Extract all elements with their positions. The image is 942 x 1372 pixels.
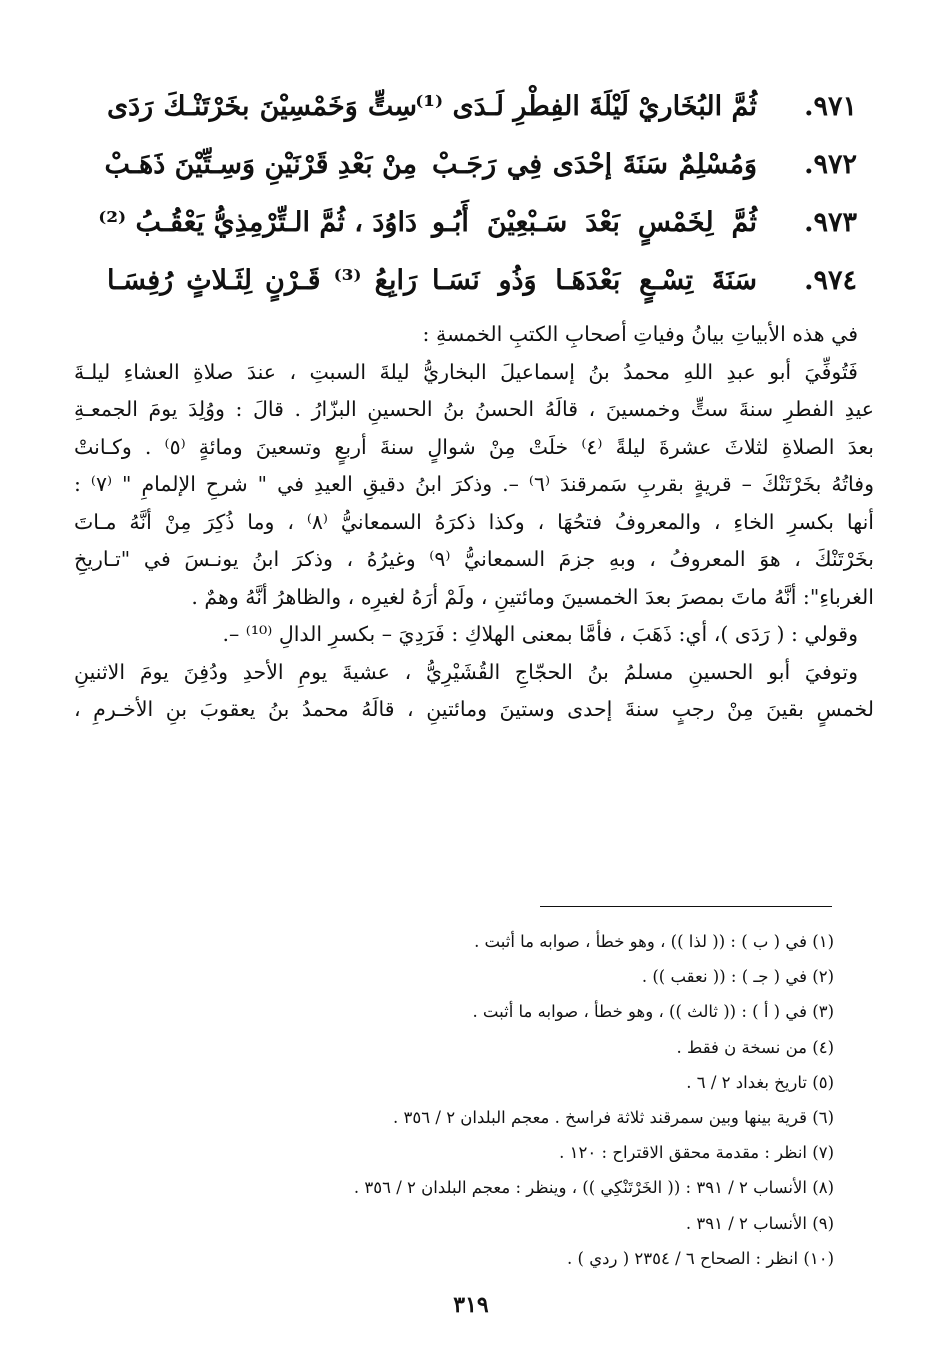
text-line: وتوفيَ أبو الحسينِ مسلمُ بنُ الحجّاجِ القُشَيْرِيُّ ، عشيةَ يومِ الأحدِ ودُفِنَ يومَ الاثنينِ [74, 659, 858, 684]
verse-first-hemistich: وَمُسْلِمٌ سَنَةَ إحْدَى فِي رَجَـبْ [432, 149, 757, 180]
footnote: (٨) الأنساب ٢ / ٣٩١ : (( الخَرْتَنْكِي )) ، وينظر : معجم البلدان ٢ / ٣٥٦ . [353, 1178, 834, 1198]
verse-971 [107, 78, 857, 136]
verse-second-hemistich: دَاوُدَ ، ثُمَّ الـتِّرْمِذِيُّ يَعْقُـبُ ⁽²⁾ [98, 207, 417, 238]
verse-number: ٩٧١. [804, 91, 857, 122]
verse-number: ٩٧٤. [804, 265, 857, 296]
footnote: (٩) الأنساب ٢ / ٣٩١ . [685, 1213, 834, 1233]
text-line: أنها بكسرِ الخاءِ ، والمعروفُ فتحُهَا ، وكذا ذكرَهُ السمعانيُّ ⁽٨⁾ ، وما ذُكِرَ مِنْ أنَّهُ مـاتَ [74, 509, 874, 534]
footnote: (٧) انظر : مقدمة محقق الاقتراح : ١٢٠ . [559, 1143, 834, 1163]
text-line: وفاتُهُ بخَرْتَنْكَ – قريةٍ بقربِ سَمرقندَ ⁽٦⁾ –. وذكرَ ابنُ دقيقِ العيدِ في " شرحِ الإلمامِ " ⁽٧⁾ : [74, 472, 874, 496]
footnote: (١) في ( ب ) : (( لذا )) ، وهو خطأ ، صوابه ما أثبت . [474, 932, 834, 951]
intro-line: في هذه الأبياتِ بيانُ وفياتِ أصحابِ الكتبِ الخمسةِ : [422, 322, 858, 346]
verse-973 [98, 194, 857, 252]
verse-second-hemistich: مِنْ بَعْدِ قَرْنَيْنِ وَسِـتِّيْنَ ذَهَـبْ [104, 149, 417, 180]
text-line: عيدِ الفطرِ سنةَ ستٍّ وخمسينَ ، قالَهُ الحسنُ بنُ الحسينِ البزّارُ . قالَ : ووُلِدَ يومَ الجمعـةِ [74, 397, 874, 421]
footnotes [114, 924, 834, 1276]
verse-first-hemistich: ثُمَّ لِخَمْسٍ بَعْدَ سَـبْعِيْنَ أَبُـو [432, 207, 757, 238]
text-line: فَتُوفِّيَ أبو عبدِ اللهِ محمدُ بنُ إسماعيلَ البخاريُّ ليلةَ السبتِ ، عندَ صلاةِ العشاءِ ليلـةَ [74, 359, 858, 384]
text-line: وقولي : ( رَدَى )، أي: ذَهَبَ ، فأمَّا بمعنى الهلاكِ : فَرَدِيَ – بكسرِ الدالِ ⁽¹⁰⁾ –. [222, 622, 858, 646]
verse-number: ٩٧٣. [804, 207, 857, 238]
commentary [74, 316, 874, 729]
footnote-separator [540, 906, 832, 907]
verse-974 [107, 252, 857, 310]
footnote: (٢) في ( جـ ) : (( نعقب )) . [641, 967, 834, 987]
page-number: ٣١٩ [453, 1292, 489, 1318]
verse-first-hemistich: ثُمَّ البُخَاريْ لَيْلَةَ الفِطْرِ لَـدَى ⁽¹⁾ [415, 91, 757, 122]
text-line: بعدَ الصلاةِ لثلاثَ عشرةَ ليلةً ⁽٤⁾ خلَتْ مِنْ شوالٍ سنةَ أربعٍ وتسعينَ ومائةٍ ⁽٥⁾ . وكـانتْ [74, 434, 874, 459]
footnote: (٥) تاريخ بغداد ٢ / ٦ . [686, 1072, 834, 1092]
verse-first-hemistich: سَنَةَ تِسْـعٍ بَعْدَهَـا وَذُو نَسَـا [432, 265, 757, 296]
footnote: (١٠) انظر : الصحاح ٦ / ٢٣٥٤ ( ردي ) . [567, 1248, 834, 1268]
footnote: (٣) في ( أ ) : (( ثالث )) ، وهو خطأ ، صوابه ما أثبت . [472, 1002, 834, 1022]
text-line: لخمسٍ بقينَ مِنْ رجبٍ سنةَ إحدى وستينَ ومائتينِ ، قالَهُ محمدُ بنُ يعقوبَ بنِ الأخـرمِ ، [74, 697, 874, 721]
verse-block [98, 78, 857, 310]
verse-second-hemistich: رَابِعُ ⁽³⁾ قَـرْنٍ لِثَـلاثٍ رُفِسَـا [107, 265, 417, 296]
text-line: بخَرْتَنْكَ ، هوَ المعروفُ ، وبهِ جزمَ السمعانيُّ ⁽٩⁾ وغيرُهُ ، وذكرَ ابنُ يونـسَ في "تـاريخِ [74, 547, 874, 571]
footnote: (٤) من نسخة ن فقط . [676, 1037, 834, 1057]
verse-972 [104, 136, 857, 194]
verse-number: ٩٧٢. [804, 149, 857, 180]
verse-second-hemistich: سِتٍّ وَخَمْسِيْنَ بخَرْتَنْـكَ رَدَى [107, 91, 417, 122]
footnote: (٦) قرية بينها وبين سمرقند ثلاثة فراسخ . معجم البلدان ٢ / ٣٥٦ . [393, 1107, 834, 1127]
text-line: الغرباءِ": أنَّهُ ماتَ بمصرَ بعدَ الخمسينَ ومائتينِ ، ولَمْ أرَهُ لغيرِه ، والظاهرُ أنَّهُ وهمٌ . [191, 584, 874, 609]
